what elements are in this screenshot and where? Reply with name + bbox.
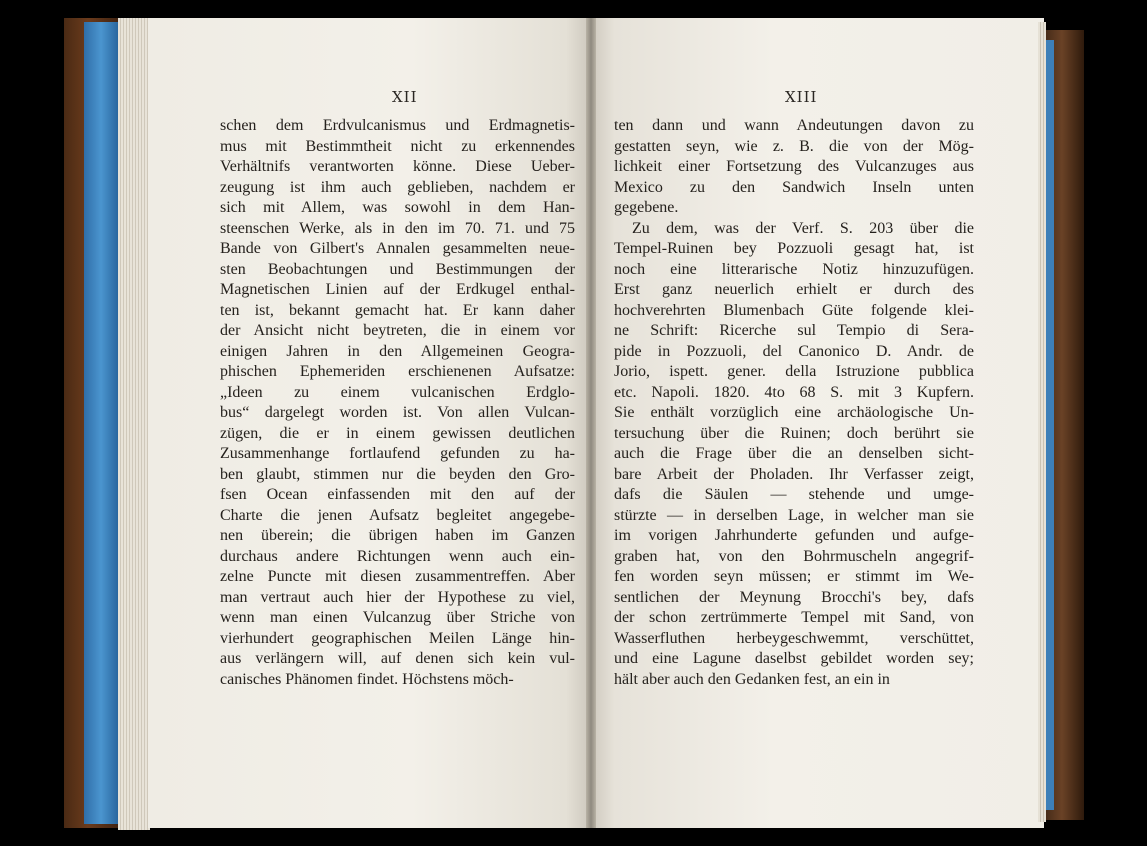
text-line: mus mit Bestimmtheit nicht zu erkennendes [220,137,575,155]
text-line: vierhundert geographischen Meilen Länge hin- [220,629,575,647]
text-line: Mexico zu den Sandwich Inseln unten [614,178,974,196]
text-line: Magnetischen Linien auf der Erdkugel enthal- [220,281,575,298]
text-line: ne Schrift: Ricerche sul Tempio di Sera- [614,322,974,339]
text-line: zügen, die er in einem gewissen deutlichen [220,424,575,442]
text-line: gestatten seyn, wie z. B. die von der Mög- [614,137,974,155]
text-line: steenschen Werke, als in den im 70. 71. und 75 [220,219,575,237]
text-line: fsen Ocean einfassenden mit den auf der [220,486,575,503]
right-page-number: XIII [785,88,818,106]
text-line: nen überein; die übrigen haben im Ganzen [220,527,575,544]
left-page-text [220,116,575,690]
text-line: zeugung ist ihm auch geblieben, nachdem er [220,178,575,196]
text-line: etc. Napoli. 1820. 4to 68 S. mit 3 Kupfern. [614,383,974,401]
text-line: Jorio, ispett. gener. della Istruzione pubblica [614,363,974,380]
left-page-edges [118,18,150,830]
text-line: Wasserfluthen herbeygeschwemmt, verschüttet, [614,629,974,647]
text-line: durchaus andere Richtungen wenn auch ein- [220,547,575,565]
text-line: tersuchung über die Ruinen; doch berührt sie [614,424,974,442]
text-line: aus verlängern will, auf denen sich kein vul- [220,650,575,667]
text-line: hält aber auch den Gedanken fest, an ein in [614,670,890,688]
text-line: canisches Phänomen findet. Höchstens möch- [220,670,514,688]
text-line: phischen Ephemeriden erschienenen Aufsatze: [220,363,575,380]
text-line: Verhältnifs verantworten könne. Diese Ueber- [220,158,575,175]
text-line: hochverehrten Blumenbach Güte folgende klei- [614,301,974,319]
text-line: ben glaubt, stimmen nur die beyden den Gro- [220,465,575,483]
text-line: bus“ dargelegt worden ist. Von allen Vulcan- [220,404,575,421]
left-page-number: XII [392,88,418,106]
text-line: auch die Frage über die an denselben sicht- [614,445,974,462]
text-line: lichkeit einer Fortsetzung des Vulcanzuges aus [614,158,974,175]
text-line: dafs die Säulen — stehende und umge- [614,486,974,503]
text-line: Erst ganz neuerlich erhielt er durch des [614,281,974,298]
text-line: fen worden seyn müssen; er stimmt im We- [614,568,974,585]
text-line: sich mit Allem, was sowohl in dem Han- [220,199,575,216]
book-gutter [586,18,596,828]
text-line: schen dem Erdvulcanismus und Erdmagnetis- [220,117,575,134]
text-line: der schon zertrümmerte Tempel mit Sand, von [614,609,974,626]
text-line: Tempel-Ruinen bey Pozzuoli gesagt hat, ist [614,240,974,257]
text-line: noch eine litterarische Notiz hinzuzufügen. [614,260,974,278]
text-line: „Ideen zu einem vulcanischen Erdglo- [220,383,575,401]
text-line: Sie enthält vorzüglich eine archäologische Un- [614,404,974,421]
text-line: pide in Pozzuoli, del Canonico D. Andr. de [614,342,974,360]
text-line: gegebene. [614,199,679,216]
text-line: und eine Lagune daselbst gebildet worden sey; [614,650,974,667]
text-line: Bande von Gilbert's Annalen gesammelten neue- [220,240,575,257]
text-line: ten dann und wann Andeutungen davon zu [614,117,974,134]
text-line: stürzte — in derselben Lage, in welcher man sie [614,506,974,524]
text-line: graben hat, von den Bohrmuscheln angegrif- [614,547,974,565]
text-line: ten ist, bekannt gemacht hat. Er kann daher [220,301,575,319]
text-line: bare Arbeit der Pholaden. Ihr Verfasser zeigt, [614,465,974,483]
left-cover-edge [84,22,118,824]
right-page-edges [1038,22,1046,822]
text-line: zelne Puncte mit diesen zusammentreffen. Aber [220,568,575,585]
text-line: einigen Jahren in den Allgemeinen Geogra- [220,342,575,360]
text-line: der Ansicht nicht beytreten, die in einem vor [220,322,575,339]
right-cover-edge [1046,40,1054,810]
text-line: sten Beobachtungen und Bestimmungen der [220,260,575,278]
right-page-text [614,116,974,690]
text-line: wenn man einen Vulcanzug über Striche von [220,609,575,626]
text-line: Zusammenhange fortlaufend gefunden zu ha- [220,445,575,462]
text-line: Charte die jenen Aufsatz begleitet angegebe- [220,506,575,524]
text-line: man vertraut auch hier der Hypothese zu viel, [220,588,575,606]
text-line: Zu dem, was der Verf. S. 203 über die [632,219,974,237]
text-line: im vorigen Jahrhunderte gefunden und aufge- [614,527,974,544]
text-line: sentlichen der Meynung Brocchi's bey, dafs [614,588,974,606]
